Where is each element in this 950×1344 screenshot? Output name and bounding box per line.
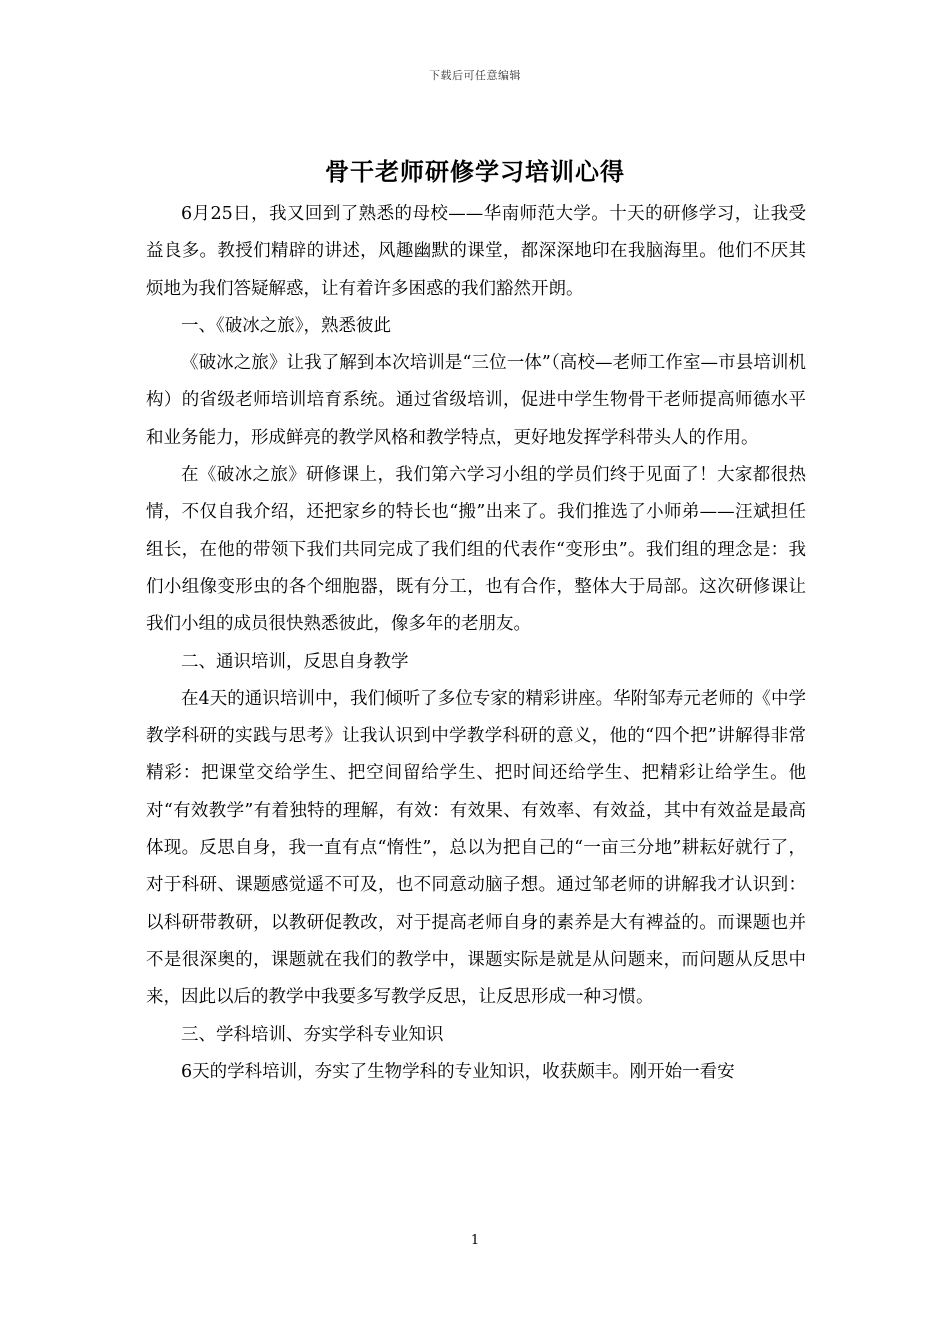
paragraph: 6天的学科培训，夯实了生物学科的专业知识，收获颇丰。刚开始一看安 bbox=[181, 1061, 735, 1082]
paragraph: 在4天的通识培训中，我们倾听了多位专家的精彩讲座。华附邹寿元老师的《中学教学科研的实践与思考》让我认识到中学教学科研的意义，他的“四个把”讲解得非常精彩：把课堂交给学生、把空间留给学生、把时间还给学生、把精彩让给学生。他对“有效教学”有着独特的理解，有效：有效果、有效率、有效益，其中有效益是最高体现。反思自身，我一直有点“惰性”，总以为把自己的“一亩三分地”耕耘好就行了，对于科研、课题感觉遥不可及，也不同意动脑子想。通过邹老师的讲解我才认识到：以科研带教研，以教研促教改，对于提高老师自身的素养是大有裨益的。而课题也并不是很深奥的，课题就在我们的教学中，课题实际是就是从问题来，而问题从反思中来，因此以后的教学中我要多写教学反思，让反思形成一种习惯。 bbox=[146, 688, 806, 1008]
header-note: 下载后可任意编辑 bbox=[429, 69, 521, 82]
document-title: 骨干老师研修学习培训心得 bbox=[325, 157, 625, 186]
document-body bbox=[146, 196, 806, 1091]
paragraph: 《破冰之旅》让我了解到本次培训是“三位一体”（高校—老师工作室—市县培训机构）的省级老师培训培育系统。通过省级培训，促进中学生物骨干老师提高师德水平和业务能力，形成鲜亮的教学风格和教学特点，更好地发挥学科带头人的作用。 bbox=[146, 353, 806, 448]
section-heading-1: 一、《破冰之旅》，熟悉彼此 bbox=[181, 315, 391, 336]
section-heading-3: 三、学科培训、夯实学科专业知识 bbox=[181, 1024, 444, 1045]
paragraph: 在《破冰之旅》研修课上，我们第六学习小组的学员们终于见面了！大家都很热情，不仅自我介绍，还把家乡的特长也“搬”出来了。我们推选了小师弟——汪斌担任组长，在他的带领下我们共同完成了我们组的代表作“变形虫”。我们组的理念是：我们小组像变形虫的各个细胞器，既有分工，也有合作，整体大于局部。这次研修课让我们小组的成员很快熟悉彼此，像多年的老朋友。 bbox=[146, 465, 806, 635]
paragraph-intro: 6月25日，我又回到了熟悉的母校——华南师范大学。十天的研修学习，让我受益良多。教授们精辟的讲述，风趣幽默的课堂，都深深地印在我脑海里。他们不厌其烦地为我们答疑解惑，让有着许多困惑的我们豁然开朗。 bbox=[146, 204, 806, 299]
page-number: 1 bbox=[470, 1233, 480, 1248]
section-heading-2: 二、通识培训，反思自身教学 bbox=[181, 651, 409, 672]
